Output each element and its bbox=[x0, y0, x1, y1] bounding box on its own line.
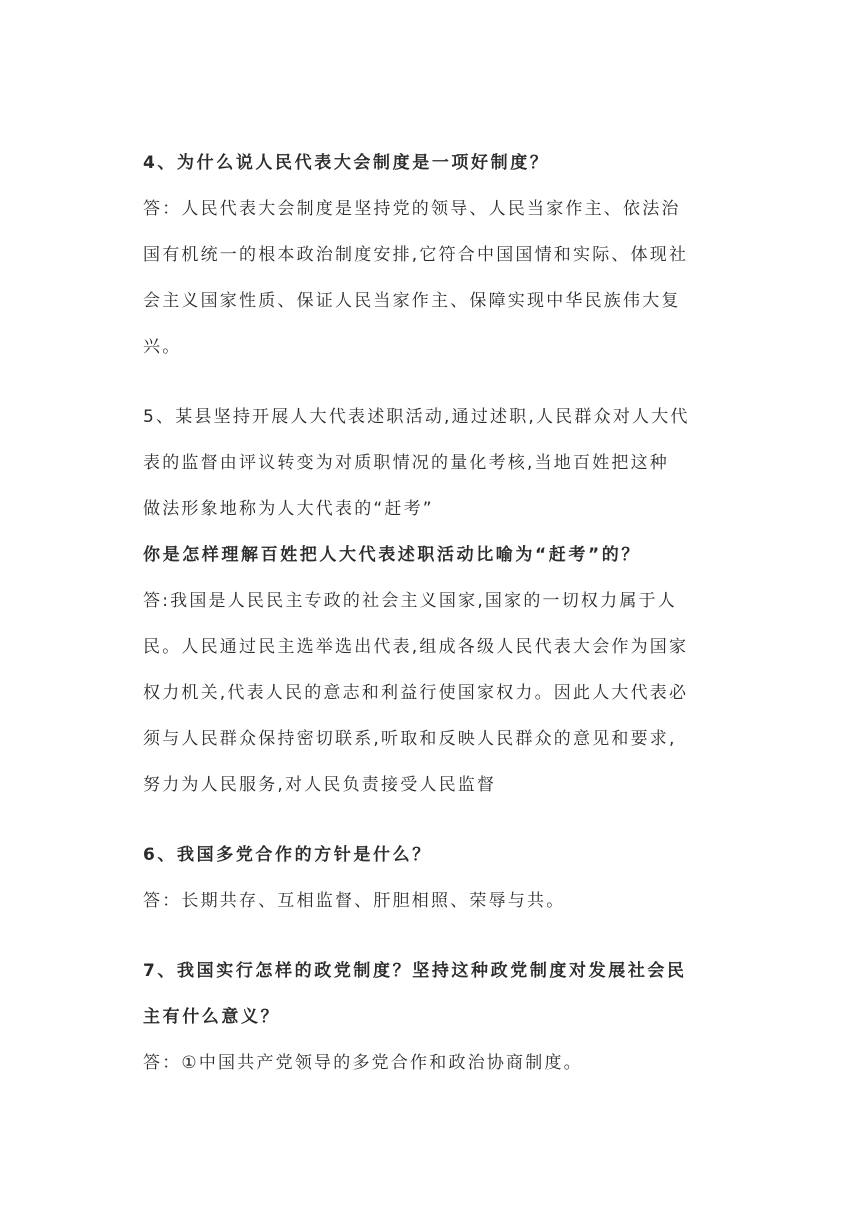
question-5-context-line: 表的监督由评议转变为对质职情况的量化考核,当地百姓把这种 bbox=[143, 453, 670, 473]
spacer bbox=[143, 370, 723, 394]
question-5-context-line: 5、某县坚持开展人大代表述职活动,通过述职,人民群众对人大代 bbox=[143, 407, 690, 427]
document-page bbox=[143, 140, 723, 1086]
spacer bbox=[143, 808, 723, 832]
question-5-title: 你是怎样理解百姓把人大代表述职活动比喻为“赶考”的？ bbox=[143, 545, 641, 565]
question-4-answer-line: 会主义国家性质、保证人民当家作主、保障实现中华民族伟大复 bbox=[143, 291, 681, 311]
question-5-answer-line: 民。人民通过民主选举选出代表,组成各级人民代表大会作为国家 bbox=[143, 637, 689, 657]
question-4-block bbox=[143, 140, 723, 370]
question-5-context-line: 做法形象地称为人大代表的“赶考” bbox=[143, 499, 434, 519]
question-5-answer-line: 努力为人民服务,对人民负责接受人民监督 bbox=[143, 775, 497, 795]
question-4-answer-line: 国有机统一的根本政治制度安排,它符合中国国情和实际、体现社 bbox=[143, 245, 689, 265]
question-5-answer-line: 权力机关,代表人民的意志和利益行使国家权力。因此人大代表必 bbox=[143, 683, 689, 703]
question-7-block bbox=[143, 948, 723, 1086]
question-7-title-line: 7、我国实行怎样的政党制度？坚持这种政党制度对发展社会民 bbox=[143, 961, 687, 981]
question-6-answer-line: 答：长期共存、互相监督、肝胆相照、荣辱与共。 bbox=[143, 891, 566, 911]
question-5-block bbox=[143, 394, 723, 808]
question-7-title-line: 主有什么意义？ bbox=[143, 1007, 281, 1027]
question-5-answer-line: 须与人民群众保持密切联系,听取和反映人民群众的意见和要求, bbox=[143, 729, 677, 749]
question-6-block bbox=[143, 832, 723, 924]
question-4-title: 4、为什么说人民代表大会制度是一项好制度？ bbox=[143, 153, 550, 173]
question-4-answer-line: 答：人民代表大会制度是坚持党的领导、人民当家作主、依法治 bbox=[143, 199, 681, 219]
question-5-answer-line: 答:我国是人民民主专政的社会主义国家,国家的一切权力属于人 bbox=[143, 591, 677, 611]
question-6-title: 6、我国多党合作的方针是什么？ bbox=[143, 845, 432, 865]
spacer bbox=[143, 924, 723, 948]
question-7-answer-line: 答：①中国共产党领导的多党合作和政治协商制度。 bbox=[143, 1053, 583, 1073]
question-4-answer-line: 兴。 bbox=[143, 337, 182, 357]
